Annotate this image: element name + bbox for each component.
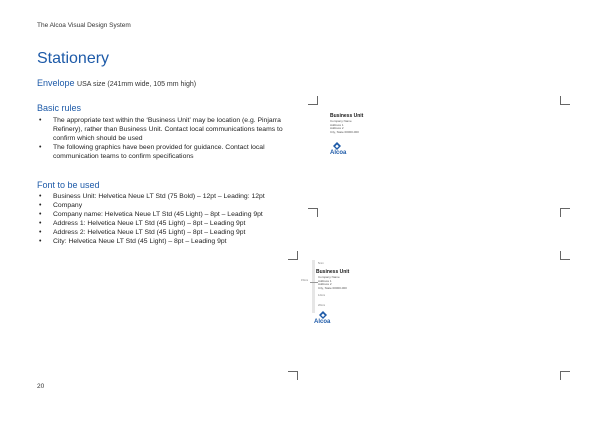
list-item: • City: Helvetica Neue LT Std (45 Light) – 8pt – Leading 9pt: [37, 237, 307, 246]
business-unit-text: Business Unit: [330, 113, 364, 119]
list-item: • The following graphics have been provided for guidance. Contact local communication teams to confirm specifications: [37, 143, 297, 161]
crop-mark: [560, 371, 570, 372]
crop-mark: [560, 208, 561, 217]
address-line: Address 1: [318, 278, 332, 283]
page-number: 20: [37, 383, 45, 390]
crop-mark: [308, 104, 318, 105]
list-item: • The appropriate text within the ‘Business Unit’ may be location (e.g. Pinjarra Refinery), rather than Business Unit. Contact local communications teams to confirm which should be used: [37, 116, 297, 143]
crop-mark: [297, 251, 298, 259]
address-block: [318, 276, 347, 290]
envelope-size-note: USA size (241mm wide, 105 mm high): [77, 81, 197, 88]
crop-mark: [317, 96, 318, 104]
crop-mark: [560, 104, 570, 105]
dimension-label: 20mm: [318, 304, 326, 307]
dimension-label: 12mm: [318, 294, 326, 297]
measurement-guide: [312, 260, 315, 313]
address-line: City, State 00000-000: [318, 285, 347, 290]
basic-rules-list: [37, 116, 297, 161]
dimension-label: 15mm: [301, 279, 309, 282]
logo-wordmark: Alcoa: [314, 319, 331, 325]
crop-mark: [560, 208, 570, 209]
envelope-heading: [37, 78, 196, 88]
dimension-label: 5mm: [318, 262, 324, 265]
address-block: [330, 120, 359, 134]
crop-mark: [317, 208, 318, 217]
address-line: Address 2: [318, 282, 332, 287]
address-line: Company Name: [330, 119, 352, 123]
list-item: • Company: [37, 201, 307, 210]
fonts-heading: Font to be used: [37, 180, 100, 190]
logo-wordmark: Alcoa: [330, 150, 347, 156]
list-item: • Address 2: Helvetica Neue LT Std (45 Light) – 8pt – Leading 9pt: [37, 228, 307, 237]
address-line: Company Name: [318, 275, 340, 279]
envelope-spec: [288, 249, 570, 381]
crop-mark: [560, 251, 561, 259]
crop-mark: [288, 259, 298, 260]
crop-mark: [297, 371, 298, 380]
list-item: • Address 1: Helvetica Neue LT Std (45 Light) – 8pt – Leading 9pt: [37, 219, 307, 228]
envelope-sample: [308, 93, 570, 218]
page-title: Stationery: [37, 50, 110, 67]
envelope-label: Envelope: [37, 78, 75, 88]
page-header: The Alcoa Visual Design System: [37, 22, 131, 29]
address-line: City, State 00000-000: [330, 129, 359, 134]
address-line: Address 2: [330, 126, 344, 131]
list-item: • Business Unit: Helvetica Neue LT Std (75 Bold) – 12pt – Leading: 12pt: [37, 192, 307, 201]
list-item: • Company name: Helvetica Neue LT Std (45 Light) – 8pt – Leading 9pt: [37, 210, 307, 219]
fonts-list: [37, 192, 307, 246]
basic-rules-heading: Basic rules: [37, 103, 82, 113]
business-unit-text: Business Unit: [316, 269, 350, 275]
crop-mark: [560, 371, 561, 380]
crop-mark: [560, 259, 570, 260]
address-line: Address 1: [330, 122, 344, 127]
crop-mark: [560, 96, 561, 104]
